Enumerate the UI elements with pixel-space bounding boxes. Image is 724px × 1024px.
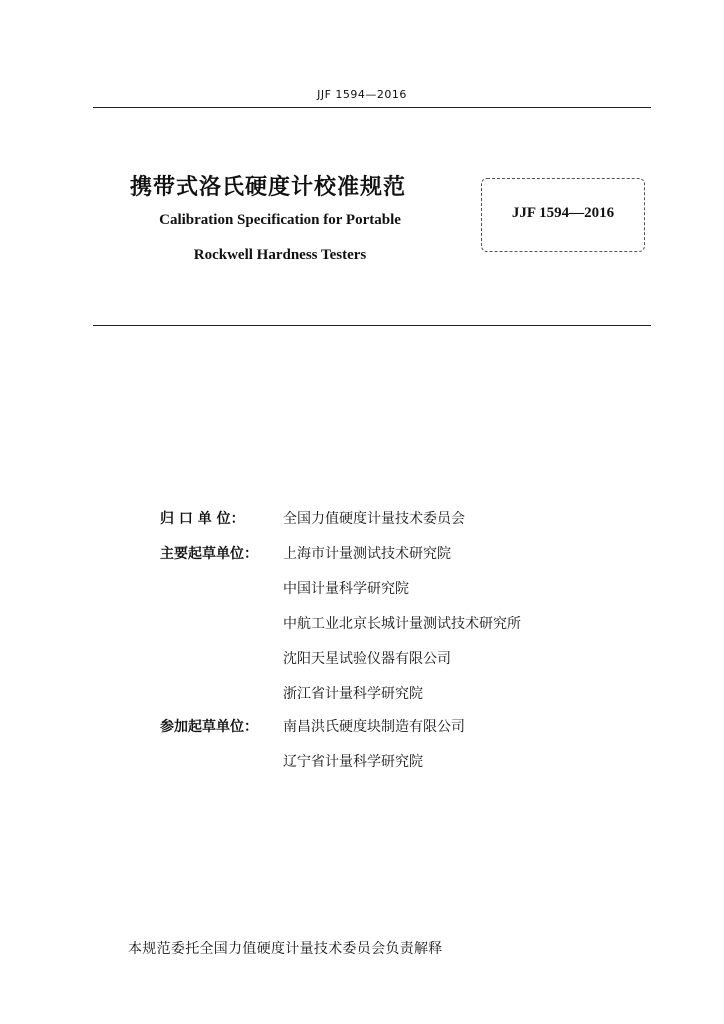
- org-row: [0, 648, 724, 674]
- title-english-line-2: Rockwell Hardness Testers: [193, 247, 367, 263]
- header-rule: [93, 107, 651, 108]
- header-spec-code: JJF 1594—2016: [317, 88, 407, 101]
- org-row: [0, 578, 724, 604]
- org-row: [0, 683, 724, 709]
- org-label: 主要起草单位：: [160, 546, 258, 562]
- org-row: [0, 508, 724, 534]
- spec-code-box-text: JJF 1594—2016: [511, 205, 615, 221]
- org-row: [0, 716, 724, 742]
- org-label: 归 口 单 位：: [160, 511, 245, 527]
- org-value: 全国力值硬度计量技术委员会: [283, 511, 465, 527]
- org-row: [0, 543, 724, 569]
- org-row: [0, 751, 724, 777]
- title-chinese: 携带式洛氏硬度计校准规范: [130, 175, 407, 200]
- org-row: [0, 613, 724, 639]
- org-value: 浙江省计量科学研究院: [283, 686, 423, 702]
- org-value: 上海市计量测试技术研究院: [283, 546, 451, 562]
- org-value: 中国计量科学研究院: [283, 581, 409, 597]
- org-value: 沈阳天星试验仪器有限公司: [283, 651, 451, 667]
- title-english-line-1: Calibration Specification for Portable: [159, 212, 401, 228]
- org-value: 中航工业北京长城计量测试技术研究所: [283, 616, 521, 632]
- org-label: 参加起草单位：: [160, 719, 258, 735]
- interpretation-note: 本规范委托全国力值硬度计量技术委员会负责解释: [128, 941, 443, 957]
- title-section-rule: [93, 325, 651, 326]
- org-value: 辽宁省计量科学研究院: [283, 754, 423, 770]
- org-value: 南昌洪氏硬度块制造有限公司: [283, 719, 465, 735]
